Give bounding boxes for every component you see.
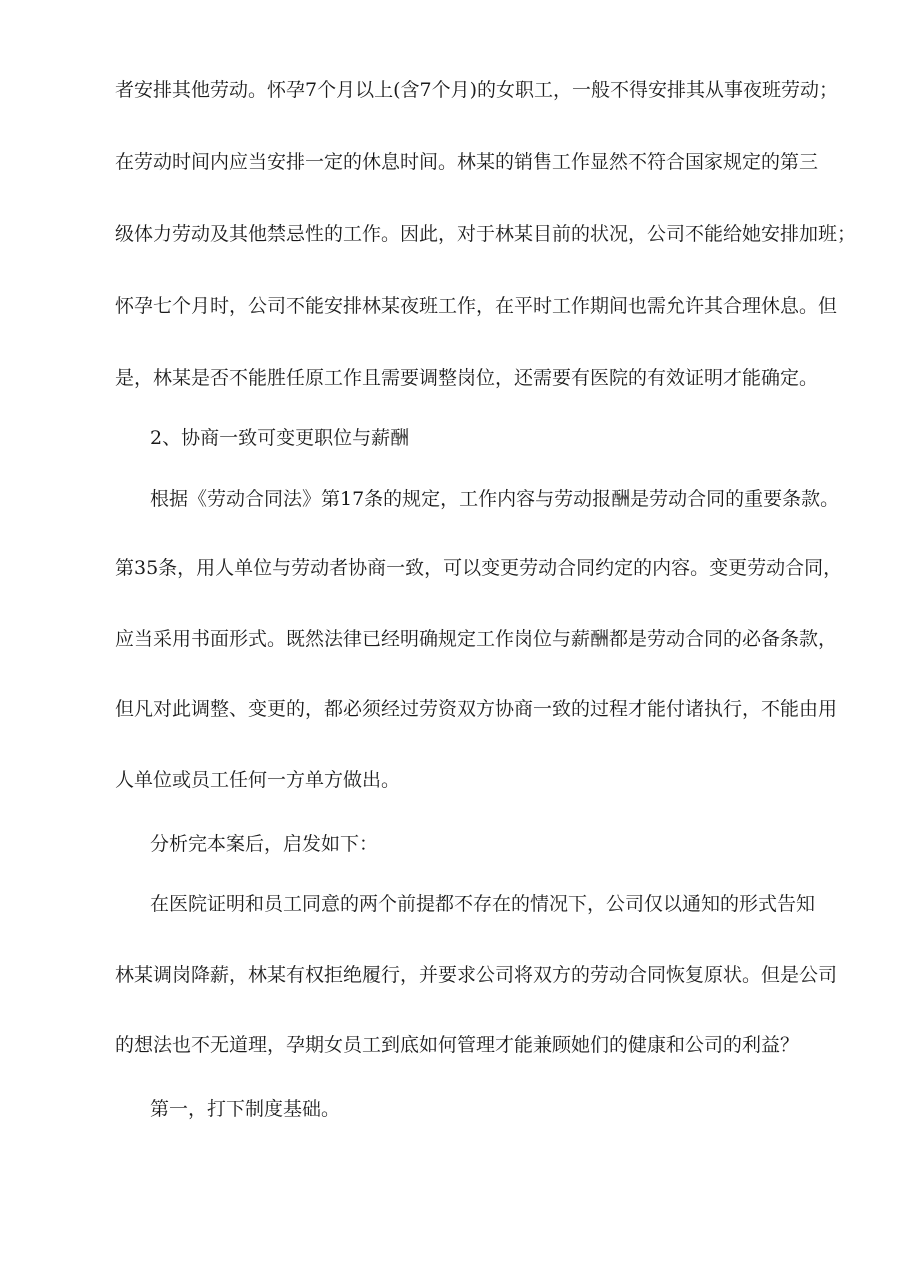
text-line-11: 人单位或员工任何一方单方做出。	[115, 769, 401, 791]
text-line-13: 在医院证明和员工同意的两个前提都不存在的情况下，公司仅以通知的形式告知	[150, 893, 816, 915]
text-line-12: 分析完本案后，启发如下：	[150, 833, 379, 855]
text-line-16: 第一，打下制度基础。	[150, 1098, 341, 1120]
text-line-5: 是，林某是否不能胜任原工作且需要调整岗位，还需要有医院的有效证明才能确定。	[115, 367, 819, 389]
text-line-10: 但凡对此调整、变更的，都必须经过劳资双方协商一致的过程才能付诸执行，不能由用	[115, 698, 838, 720]
text-line-1: 者安排其他劳动。怀孕7个月以上(含7个月)的女职工，一般不得安排其从事夜班劳动；	[115, 79, 839, 101]
text-line-8: 第35条，用人单位与劳动者协商一致，可以变更劳动合同约定的内容。变更劳动合同，	[115, 557, 843, 579]
text-line-2: 在劳动时间内应当安排一定的休息时间。林某的销售工作显然不符合国家规定的第三	[115, 151, 819, 173]
text-line-4: 怀孕七个月时，公司不能安排林某夜班工作，在平时工作期间也需允许其合理休息。但	[115, 295, 838, 317]
text-line-3: 级体力劳动及其他禁忌性的工作。因此，对于林某目前的状况，公司不能给她安排加班；	[115, 223, 857, 245]
section-heading: 2、协商一致可变更职位与薪酬	[150, 427, 410, 449]
text-line-9: 应当采用书面形式。既然法律已经明确规定工作岗位与薪酬都是劳动合同的必备条款，	[115, 628, 838, 650]
text-line-7: 根据《劳动合同法》第17条的规定，工作内容与劳动报酬是劳动合同的重要条款。	[150, 488, 840, 510]
text-line-15: 的想法也不无道理，孕期女员工到底如何管理才能兼顾她们的健康和公司的利益？	[115, 1034, 800, 1056]
text-line-14: 林某调岗降薪，林某有权拒绝履行，并要求公司将双方的劳动合同恢复原状。但是公司	[115, 964, 838, 986]
